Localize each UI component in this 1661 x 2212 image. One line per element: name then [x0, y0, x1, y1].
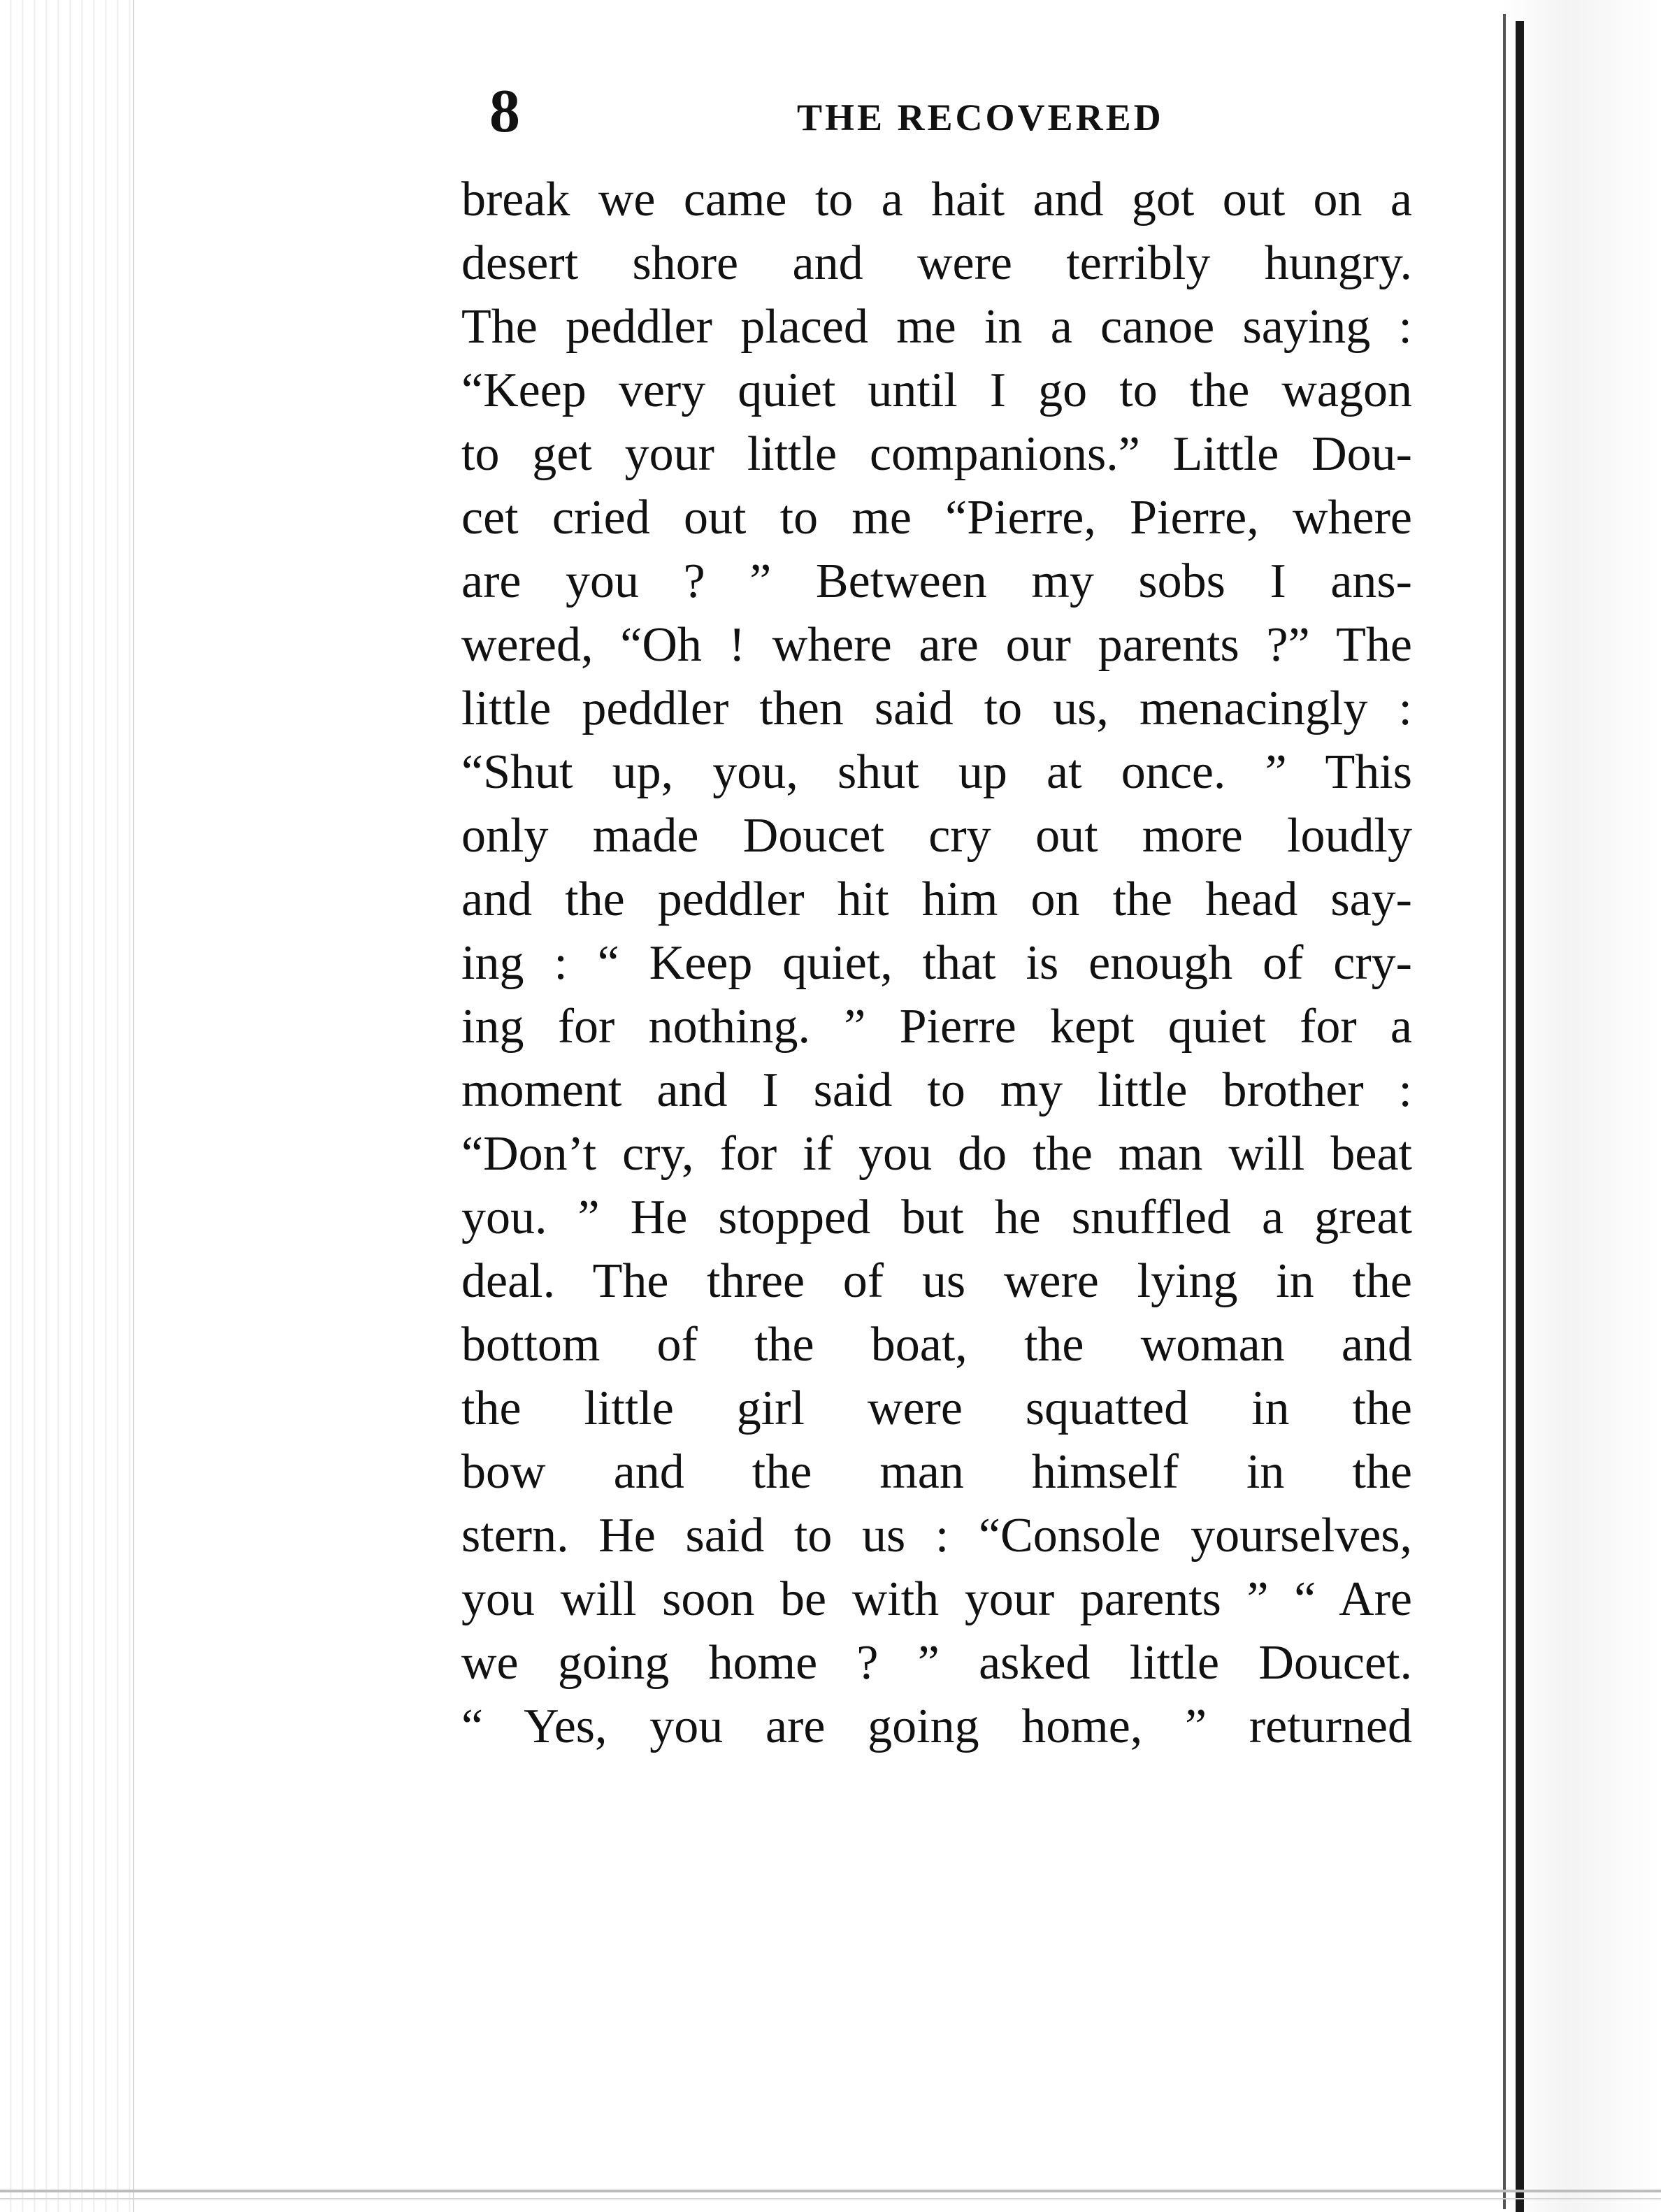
- text-line: are you ? ” Between my sobs I ans-: [461, 554, 1412, 608]
- text-line: “Don’t cry, for if you do the man will beat: [461, 1127, 1412, 1181]
- text-line: “Shut up, you, shut up at once. ” This: [461, 745, 1412, 799]
- text-line: desert shore and were terribly hungry.: [461, 236, 1412, 290]
- book-spine-shadow: [1503, 14, 1506, 2209]
- text-line: The peddler placed me in a canoe saying :: [461, 300, 1412, 354]
- text-line: bottom of the boat, the woman and: [461, 1318, 1412, 1372]
- running-title: THE RECOVERED: [797, 96, 1164, 138]
- text-line: break we came to a hait and got out on a: [461, 173, 1412, 227]
- text-line: we going home ? ” asked little Doucet.: [461, 1636, 1412, 1690]
- page-number: 8: [489, 78, 520, 145]
- page-edge-bottom: [0, 2190, 1661, 2192]
- text-line: and the peddler hit him on the head say-: [461, 872, 1412, 926]
- body-text: [461, 168, 1412, 1758]
- text-line: only made Doucet cry out more loudly: [461, 809, 1412, 863]
- text-line: bow and the man himself in the: [461, 1445, 1412, 1499]
- text-line: “ Yes, you are going home, ” returned: [461, 1700, 1412, 1753]
- running-head: [489, 77, 1468, 147]
- text-line: deal. The three of us were lying in the: [461, 1254, 1412, 1308]
- text-line: stern. He said to us : “Console yourselves,: [461, 1509, 1412, 1563]
- text-line: wered, “Oh ! where are our parents ?” The: [461, 618, 1412, 672]
- book-gutter: [1503, 0, 1661, 2212]
- text-line: little peddler then said to us, menacingly :: [461, 682, 1412, 735]
- book-spine: [1516, 21, 1524, 2212]
- text-line: ing : “ Keep quiet, that is enough of cry-: [461, 936, 1412, 990]
- text-line: the little girl were squatted in the: [461, 1381, 1412, 1435]
- text-line: “Keep very quiet until I go to the wagon: [461, 364, 1412, 417]
- page-edge-bottom-2: [0, 2198, 1661, 2199]
- text-line: ing for nothing. ” Pierre kept quiet for a: [461, 1000, 1412, 1054]
- page-edge-left: [0, 0, 140, 2212]
- text-line: cet cried out to me “Pierre, Pierre, where: [461, 491, 1412, 545]
- text-line: you will soon be with your parents ” “ Are: [461, 1572, 1412, 1626]
- text-line: moment and I said to my little brother :: [461, 1063, 1412, 1117]
- text-line: to get your little companions.” Little Dou-: [461, 427, 1412, 481]
- text-line: you. ” He stopped but he snuffled a great: [461, 1191, 1412, 1244]
- page-edge-line: [133, 0, 134, 2212]
